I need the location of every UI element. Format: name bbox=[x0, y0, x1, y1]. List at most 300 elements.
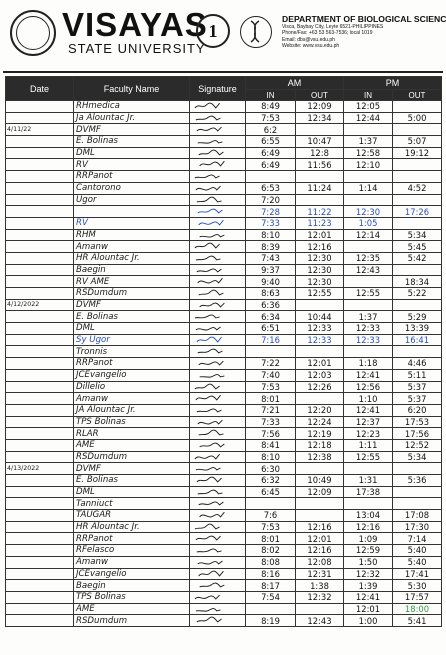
am-in-cell: 7:43 bbox=[246, 252, 296, 264]
date-cell bbox=[6, 136, 74, 148]
am-out-cell: 12:01 bbox=[296, 358, 344, 370]
signature-cell bbox=[190, 591, 246, 603]
am-out-cell: 11:24 bbox=[296, 182, 344, 194]
signature-cell bbox=[190, 416, 246, 428]
signature-scrawl bbox=[193, 231, 231, 239]
am-out-cell: 12:16 bbox=[296, 241, 344, 253]
faculty-name-cell: RHmedica bbox=[74, 101, 190, 113]
signature-scrawl bbox=[193, 347, 231, 355]
date-cell bbox=[6, 568, 74, 580]
am-in-cell: 9:37 bbox=[246, 264, 296, 276]
am-in-cell: 8:39 bbox=[246, 241, 296, 253]
faculty-name-cell: JCEvangelio bbox=[74, 568, 190, 580]
faculty-name-cell: HR Alountac Jr. bbox=[74, 521, 190, 533]
faculty-name-cell: Tanniuct bbox=[74, 498, 190, 510]
pm-out-cell: 4:52 bbox=[393, 182, 442, 194]
faculty-name-cell: HR Alountac Jr. bbox=[74, 252, 190, 264]
am-out-cell: 12:01 bbox=[296, 533, 344, 545]
pm-in-cell: 12:23 bbox=[344, 428, 393, 440]
pm-in-cell: 12:37 bbox=[344, 416, 393, 428]
column-header-am: AM bbox=[246, 77, 344, 90]
am-in-cell bbox=[246, 498, 296, 510]
date-cell bbox=[6, 510, 74, 522]
date-cell bbox=[6, 334, 74, 346]
table-row bbox=[6, 252, 442, 264]
signature-cell bbox=[190, 346, 246, 358]
signature-scrawl bbox=[193, 324, 231, 332]
table-row bbox=[6, 521, 442, 533]
signature-cell bbox=[190, 311, 246, 323]
signature-scrawl bbox=[193, 336, 231, 344]
pm-in-cell: 1:37 bbox=[344, 311, 393, 323]
faculty-name-cell: RRPanot bbox=[74, 533, 190, 545]
seal-number: 1 bbox=[208, 20, 218, 41]
signature-scrawl bbox=[193, 476, 231, 484]
pm-out-cell: 5:34 bbox=[393, 229, 442, 241]
am-in-cell: 7:21 bbox=[246, 404, 296, 416]
pm-in-cell: 1:31 bbox=[344, 475, 393, 487]
university-subtitle: STATE UNIVERSITY bbox=[68, 41, 206, 56]
faculty-name-cell: RSDumdum bbox=[74, 288, 190, 300]
pm-in-cell: 12:55 bbox=[344, 451, 393, 463]
am-out-cell bbox=[296, 346, 344, 358]
pm-out-cell: 13:39 bbox=[393, 323, 442, 335]
date-cell bbox=[6, 416, 74, 428]
pm-out-cell: 7:14 bbox=[393, 533, 442, 545]
pm-in-cell: 12:44 bbox=[344, 112, 393, 124]
signature-scrawl bbox=[193, 429, 231, 437]
signature-scrawl bbox=[193, 219, 231, 227]
am-out-cell: 12:33 bbox=[296, 334, 344, 346]
pm-in-cell: 12:30 bbox=[344, 206, 393, 218]
department-seal-icon bbox=[240, 16, 272, 48]
date-cell bbox=[6, 545, 74, 557]
university-name: VISAYAS bbox=[62, 6, 208, 43]
pm-out-cell bbox=[393, 463, 442, 475]
signature-cell bbox=[190, 241, 246, 253]
table-row bbox=[6, 159, 442, 171]
am-out-cell: 12:30 bbox=[296, 276, 344, 288]
am-out-cell bbox=[296, 393, 344, 405]
faculty-name-cell: JCEvangelio bbox=[74, 369, 190, 381]
pm-in-cell: 13:04 bbox=[344, 510, 393, 522]
am-out-cell bbox=[296, 299, 344, 311]
am-out-cell: 12:8 bbox=[296, 147, 344, 159]
table-row bbox=[6, 393, 442, 405]
date-cell bbox=[6, 147, 74, 159]
table-row bbox=[6, 276, 442, 288]
faculty-name-cell: RV bbox=[74, 159, 190, 171]
am-out-cell: 11:56 bbox=[296, 159, 344, 171]
pm-out-cell: 5:34 bbox=[393, 451, 442, 463]
pm-in-cell: 1:11 bbox=[344, 439, 393, 451]
signature-scrawl bbox=[193, 254, 231, 262]
signature-cell bbox=[190, 101, 246, 113]
signature-cell bbox=[190, 323, 246, 335]
am-out-cell: 12:19 bbox=[296, 428, 344, 440]
am-in-cell: 6:32 bbox=[246, 475, 296, 487]
am-in-cell: 6:36 bbox=[246, 299, 296, 311]
pm-in-cell: 12:41 bbox=[344, 591, 393, 603]
date-cell bbox=[6, 498, 74, 510]
table-row bbox=[6, 416, 442, 428]
faculty-name-cell: Tronnis bbox=[74, 346, 190, 358]
am-out-cell bbox=[296, 463, 344, 475]
pm-out-cell bbox=[393, 124, 442, 136]
column-header-date: Date bbox=[6, 77, 74, 101]
pm-in-cell bbox=[344, 124, 393, 136]
am-out-cell: 12:16 bbox=[296, 521, 344, 533]
pm-in-cell: 12:33 bbox=[344, 334, 393, 346]
date-cell bbox=[6, 591, 74, 603]
signature-cell bbox=[190, 615, 246, 627]
date-cell bbox=[6, 264, 74, 276]
signature-cell bbox=[190, 463, 246, 475]
am-in-cell bbox=[246, 603, 296, 615]
signature-scrawl bbox=[193, 453, 231, 461]
am-in-cell: 6:45 bbox=[246, 486, 296, 498]
am-in-cell: 8:10 bbox=[246, 451, 296, 463]
signature-cell bbox=[190, 556, 246, 568]
signature-cell bbox=[190, 194, 246, 206]
pm-in-cell: 12:41 bbox=[344, 369, 393, 381]
faculty-name-cell: Ugor bbox=[74, 194, 190, 206]
signature-scrawl bbox=[193, 523, 231, 531]
faculty-name-cell: AME bbox=[74, 603, 190, 615]
signature-scrawl bbox=[193, 394, 231, 402]
am-out-cell: 12:01 bbox=[296, 229, 344, 241]
date-cell bbox=[6, 521, 74, 533]
am-in-cell bbox=[246, 171, 296, 183]
am-out-cell: 12:09 bbox=[296, 486, 344, 498]
table-row bbox=[6, 241, 442, 253]
faculty-name-cell: DML bbox=[74, 486, 190, 498]
table-row bbox=[6, 451, 442, 463]
signature-cell bbox=[190, 521, 246, 533]
faculty-name-cell: Amanw bbox=[74, 241, 190, 253]
pm-out-cell bbox=[393, 217, 442, 229]
am-in-cell: 9:40 bbox=[246, 276, 296, 288]
department-address: Visca, Baybay City, Leyte 6521-PHILIPPINES bbox=[282, 24, 384, 30]
pm-out-cell: 5:41 bbox=[393, 615, 442, 627]
date-cell: 4/12/2022 bbox=[6, 299, 74, 311]
table-row bbox=[6, 568, 442, 580]
signature-scrawl bbox=[193, 172, 231, 180]
faculty-name-cell: Baegin bbox=[74, 580, 190, 592]
signature-scrawl bbox=[193, 266, 231, 274]
signature-scrawl bbox=[193, 464, 231, 472]
date-cell bbox=[6, 112, 74, 124]
table-row bbox=[6, 206, 442, 218]
am-out-cell: 1:38 bbox=[296, 580, 344, 592]
table-row bbox=[6, 171, 442, 183]
pm-out-cell: 17:26 bbox=[393, 206, 442, 218]
pm-in-cell bbox=[344, 299, 393, 311]
date-cell bbox=[6, 393, 74, 405]
am-in-cell: 7:53 bbox=[246, 112, 296, 124]
pm-in-cell: 1:37 bbox=[344, 136, 393, 148]
signature-scrawl bbox=[193, 534, 231, 542]
date-cell bbox=[6, 428, 74, 440]
date-cell bbox=[6, 369, 74, 381]
pm-out-cell: 5:00 bbox=[393, 112, 442, 124]
signature-cell bbox=[190, 229, 246, 241]
pm-in-cell bbox=[344, 463, 393, 475]
table-row bbox=[6, 510, 442, 522]
am-in-cell: 8:02 bbox=[246, 545, 296, 557]
pm-out-cell: 5:37 bbox=[393, 393, 442, 405]
table-row bbox=[6, 229, 442, 241]
date-cell bbox=[6, 288, 74, 300]
signature-cell bbox=[190, 334, 246, 346]
dna-icon bbox=[241, 17, 270, 46]
department-name: DEPARTMENT OF BIOLOGICAL SCIENC bbox=[282, 14, 446, 24]
am-out-cell: 12:32 bbox=[296, 591, 344, 603]
pm-out-cell: 17:08 bbox=[393, 510, 442, 522]
am-in-cell: 8:17 bbox=[246, 580, 296, 592]
column-header-pm-in: IN bbox=[344, 90, 393, 101]
faculty-name-cell: RRPanot bbox=[74, 171, 190, 183]
pm-in-cell: 12:41 bbox=[344, 404, 393, 416]
table-row bbox=[6, 404, 442, 416]
date-cell bbox=[6, 311, 74, 323]
date-cell bbox=[6, 580, 74, 592]
faculty-name-cell: RV bbox=[74, 217, 190, 229]
am-in-cell: 7:33 bbox=[246, 416, 296, 428]
date-cell bbox=[6, 171, 74, 183]
pm-in-cell: 12:33 bbox=[344, 323, 393, 335]
date-cell bbox=[6, 475, 74, 487]
table-row bbox=[6, 580, 442, 592]
faculty-name-cell: DVMF bbox=[74, 463, 190, 475]
pm-out-cell: 18:00 bbox=[393, 603, 442, 615]
am-in-cell: 8:63 bbox=[246, 288, 296, 300]
am-out-cell: 12:03 bbox=[296, 369, 344, 381]
am-in-cell: 6:49 bbox=[246, 147, 296, 159]
am-in-cell: 6:30 bbox=[246, 463, 296, 475]
faculty-name-cell: RRPanot bbox=[74, 358, 190, 370]
signature-scrawl bbox=[193, 488, 231, 496]
table-row bbox=[6, 475, 442, 487]
signature-scrawl bbox=[193, 406, 231, 414]
date-cell bbox=[6, 533, 74, 545]
pm-out-cell: 5:07 bbox=[393, 136, 442, 148]
university-logo bbox=[62, 8, 208, 56]
pm-in-cell: 1:00 bbox=[344, 615, 393, 627]
signature-cell bbox=[190, 299, 246, 311]
date-cell: 4/13/2022 bbox=[6, 463, 74, 475]
am-out-cell: 12:30 bbox=[296, 252, 344, 264]
signature-scrawl bbox=[193, 605, 231, 613]
pm-in-cell: 1:05 bbox=[344, 217, 393, 229]
table-row bbox=[6, 264, 442, 276]
am-out-cell: 10:47 bbox=[296, 136, 344, 148]
pm-out-cell bbox=[393, 264, 442, 276]
signature-cell bbox=[190, 217, 246, 229]
faculty-name-cell: Dillelio bbox=[74, 381, 190, 393]
signature-scrawl bbox=[193, 499, 231, 507]
am-in-cell: 6:34 bbox=[246, 311, 296, 323]
table-row bbox=[6, 533, 442, 545]
am-in-cell: 7:28 bbox=[246, 206, 296, 218]
date-cell bbox=[6, 381, 74, 393]
table-row bbox=[6, 147, 442, 159]
date-cell bbox=[6, 451, 74, 463]
pm-in-cell: 1:10 bbox=[344, 393, 393, 405]
date-cell bbox=[6, 346, 74, 358]
faculty-name-cell: Amanw bbox=[74, 393, 190, 405]
am-in-cell: 8:01 bbox=[246, 393, 296, 405]
signature-cell bbox=[190, 369, 246, 381]
signature-scrawl bbox=[193, 114, 231, 122]
signature-cell bbox=[190, 451, 246, 463]
signature-scrawl bbox=[193, 137, 231, 145]
table-row bbox=[6, 381, 442, 393]
pm-in-cell: 12:32 bbox=[344, 568, 393, 580]
pm-out-cell: 5:40 bbox=[393, 545, 442, 557]
am-in-cell: 8:19 bbox=[246, 615, 296, 627]
pm-in-cell bbox=[344, 346, 393, 358]
table-row bbox=[6, 486, 442, 498]
table-header-row bbox=[6, 77, 442, 90]
signature-scrawl bbox=[193, 570, 231, 578]
signature-cell bbox=[190, 358, 246, 370]
department-phone: Phone/Fax: +63 53 563-7536; local 1019 bbox=[282, 30, 373, 37]
date-cell: 4/11/22 bbox=[6, 124, 74, 136]
am-out-cell: 12:31 bbox=[296, 568, 344, 580]
am-out-cell: 12:34 bbox=[296, 112, 344, 124]
signature-scrawl bbox=[193, 546, 231, 554]
signature-cell bbox=[190, 498, 246, 510]
am-out-cell: 12:43 bbox=[296, 615, 344, 627]
one-vsu-seal-icon bbox=[196, 14, 230, 48]
pm-in-cell: 12:10 bbox=[344, 159, 393, 171]
signature-cell bbox=[190, 510, 246, 522]
faculty-name-cell: Sy Ugor bbox=[74, 334, 190, 346]
signature-scrawl bbox=[193, 184, 231, 192]
signature-scrawl bbox=[193, 359, 231, 367]
signature-scrawl bbox=[193, 418, 231, 426]
pm-out-cell: 17:57 bbox=[393, 591, 442, 603]
date-cell bbox=[6, 217, 74, 229]
faculty-name-cell: DVMF bbox=[74, 124, 190, 136]
am-in-cell: 6:53 bbox=[246, 182, 296, 194]
pm-in-cell: 12:14 bbox=[344, 229, 393, 241]
pm-out-cell: 5:11 bbox=[393, 369, 442, 381]
faculty-name-cell: Ja Alountac Jr. bbox=[74, 112, 190, 124]
signature-scrawl bbox=[193, 207, 231, 215]
faculty-name-cell: DML bbox=[74, 147, 190, 159]
am-out-cell: 12:08 bbox=[296, 556, 344, 568]
am-in-cell: 6:2 bbox=[246, 124, 296, 136]
signature-cell bbox=[190, 404, 246, 416]
table-row bbox=[6, 346, 442, 358]
am-in-cell: 7:53 bbox=[246, 381, 296, 393]
pm-in-cell: 1:14 bbox=[344, 182, 393, 194]
pm-in-cell: 12:43 bbox=[344, 264, 393, 276]
am-out-cell: 12:09 bbox=[296, 101, 344, 113]
column-header-signature: Signature bbox=[190, 77, 246, 101]
table-row bbox=[6, 334, 442, 346]
am-in-cell: 6:51 bbox=[246, 323, 296, 335]
date-cell bbox=[6, 194, 74, 206]
pm-out-cell bbox=[393, 486, 442, 498]
am-out-cell: 10:49 bbox=[296, 475, 344, 487]
pm-out-cell: 17:56 bbox=[393, 428, 442, 440]
table-row bbox=[6, 124, 442, 136]
faculty-name-cell: Amanw bbox=[74, 556, 190, 568]
am-out-cell: 11:23 bbox=[296, 217, 344, 229]
table-row bbox=[6, 545, 442, 557]
faculty-name-cell: RFelasco bbox=[74, 545, 190, 557]
pm-in-cell: 12:58 bbox=[344, 147, 393, 159]
faculty-name-cell: TPS Bolinas bbox=[74, 591, 190, 603]
table-row bbox=[6, 288, 442, 300]
am-in-cell: 8:16 bbox=[246, 568, 296, 580]
am-in-cell bbox=[246, 346, 296, 358]
table-row bbox=[6, 217, 442, 229]
pm-out-cell: 17:30 bbox=[393, 521, 442, 533]
column-header-pm-out: OUT bbox=[393, 90, 442, 101]
pm-out-cell: 5:42 bbox=[393, 252, 442, 264]
am-out-cell: 12:20 bbox=[296, 404, 344, 416]
signature-scrawl bbox=[193, 289, 231, 297]
pm-in-cell bbox=[344, 171, 393, 183]
date-cell bbox=[6, 252, 74, 264]
pm-out-cell: 5:22 bbox=[393, 288, 442, 300]
pm-out-cell bbox=[393, 171, 442, 183]
am-out-cell: 12:26 bbox=[296, 381, 344, 393]
pm-in-cell: 1:39 bbox=[344, 580, 393, 592]
signature-cell bbox=[190, 147, 246, 159]
signature-scrawl bbox=[193, 301, 231, 309]
table-row bbox=[6, 498, 442, 510]
am-in-cell: 7:33 bbox=[246, 217, 296, 229]
pm-out-cell: 16:41 bbox=[393, 334, 442, 346]
am-in-cell: 8:10 bbox=[246, 229, 296, 241]
pm-in-cell: 12:01 bbox=[344, 603, 393, 615]
pm-in-cell: 17:38 bbox=[344, 486, 393, 498]
table-row bbox=[6, 615, 442, 627]
signature-cell bbox=[190, 124, 246, 136]
department-email: Email: dbs@vsu.edu.ph bbox=[282, 36, 335, 43]
faculty-name-cell bbox=[74, 206, 190, 218]
signature-scrawl bbox=[193, 102, 231, 110]
date-cell bbox=[6, 101, 74, 113]
am-in-cell: 8:01 bbox=[246, 533, 296, 545]
am-in-cell: 7:54 bbox=[246, 591, 296, 603]
table-row bbox=[6, 591, 442, 603]
signature-cell bbox=[190, 603, 246, 615]
faculty-name-cell: RHM bbox=[74, 229, 190, 241]
signature-cell bbox=[190, 112, 246, 124]
pm-in-cell: 1:18 bbox=[344, 358, 393, 370]
faculty-name-cell: RSDumdum bbox=[74, 615, 190, 627]
signature-scrawl bbox=[193, 277, 231, 285]
column-header-faculty-name: Faculty Name bbox=[74, 77, 190, 101]
signature-scrawl bbox=[193, 511, 231, 519]
faculty-name-cell: DML bbox=[74, 323, 190, 335]
pm-out-cell: 5:30 bbox=[393, 580, 442, 592]
table-row bbox=[6, 428, 442, 440]
table-row bbox=[6, 194, 442, 206]
signature-cell bbox=[190, 568, 246, 580]
pm-out-cell: 5:29 bbox=[393, 311, 442, 323]
faculty-name-cell: AME bbox=[74, 439, 190, 451]
table-row bbox=[6, 299, 442, 311]
table-row bbox=[6, 182, 442, 194]
date-cell bbox=[6, 182, 74, 194]
